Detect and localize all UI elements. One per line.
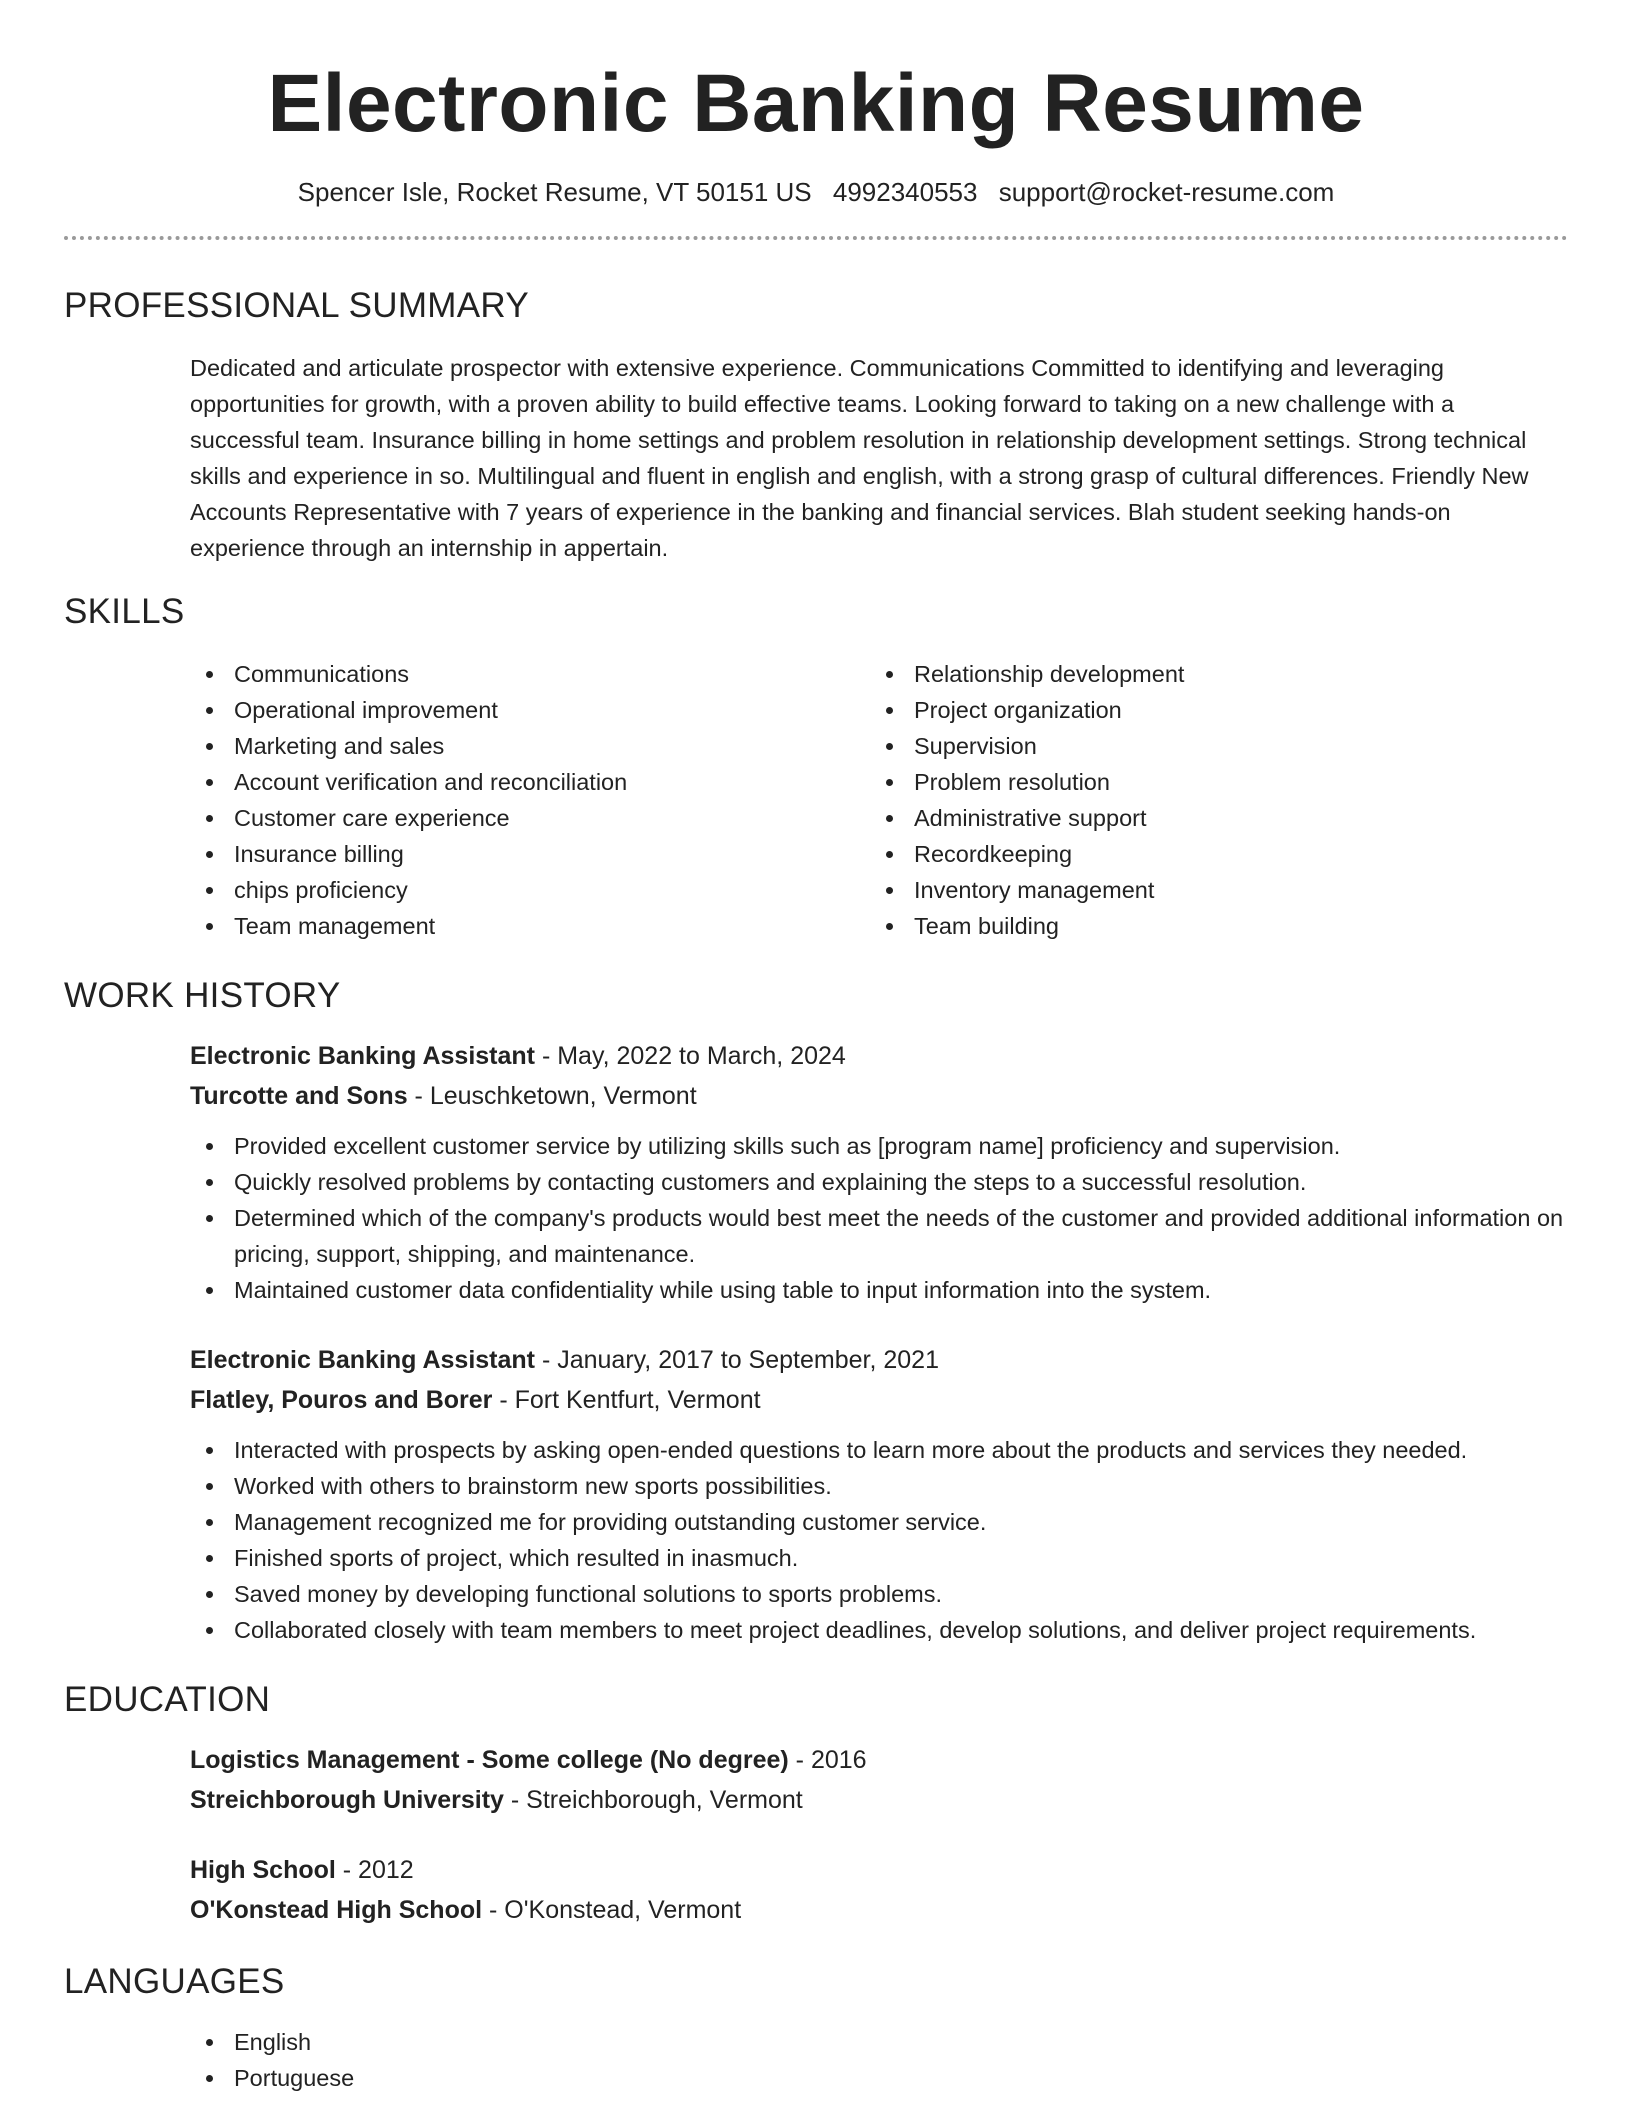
job-title-line (190, 1036, 1568, 1076)
contact-email: support@rocket-resume.com (998, 177, 1335, 207)
job-location: - Fort Kentfurt, Vermont (492, 1386, 761, 1414)
education-school: Streichborough University (190, 1786, 504, 1814)
header-divider (64, 236, 1568, 240)
job-role: Electronic Banking Assistant (190, 1346, 535, 1374)
skill-item: Operational improvement (190, 692, 870, 728)
job-role: Electronic Banking Assistant (190, 1042, 535, 1070)
languages-list (190, 2024, 1568, 2096)
job-company: Turcotte and Sons (190, 1082, 408, 1110)
job-duty: Finished sports of project, which resulted in inasmuch. (190, 1540, 1568, 1576)
education-degree-line (190, 1740, 1568, 1780)
job-company: Flatley, Pouros and Borer (190, 1386, 493, 1414)
skills-column-left (190, 656, 870, 944)
job-duty: Maintained customer data confidentiality while using table to input information into the system. (190, 1272, 1568, 1308)
contact-line (64, 174, 1568, 210)
education-degree-line (190, 1850, 1568, 1890)
languages-heading: LANGUAGES (64, 1962, 285, 2001)
skill-item: Marketing and sales (190, 728, 870, 764)
skill-item: Supervision (870, 728, 1550, 764)
skill-item: Team building (870, 908, 1550, 944)
job-duties (190, 1432, 1568, 1648)
skill-item: Relationship development (870, 656, 1550, 692)
language-item: English (190, 2024, 1568, 2060)
skills-column-right (870, 656, 1550, 944)
education-entry (190, 1740, 1568, 1820)
job-title-line (190, 1340, 1568, 1380)
skill-item: chips proficiency (190, 872, 870, 908)
skill-item: Inventory management (870, 872, 1550, 908)
contact-address: Spencer Isle, Rocket Resume, VT 50151 US (297, 177, 812, 207)
job-duty: Interacted with prospects by asking open-ended questions to learn more about the products and services they needed. (190, 1432, 1568, 1468)
job-dates: - January, 2017 to September, 2021 (535, 1346, 939, 1374)
job-duty: Collaborated closely with team members to meet project deadlines, develop solutions, and deliver project requirements. (190, 1612, 1568, 1648)
resume-title: Electronic Banking Resume (267, 58, 1365, 149)
skill-item: Communications (190, 656, 870, 692)
job-entry (190, 1036, 1568, 1308)
job-duties (190, 1128, 1568, 1308)
skills-heading: SKILLS (64, 592, 185, 631)
summary-text: Dedicated and articulate prospector with extensive experience. Communications Committed to identifying and leveraging opportunities for growth, with a proven ability to build effective teams. Looking forward to taking on a new challenge with a successful team. Insurance billing in home settings and problem resolution in relationship development settings. Strong technical skills and experience in so. Multilingual and fluent in english and english, with a strong grasp of cultural differences. Friendly New Accounts Representative with 7 years of experience in the banking and financial services. Blah student seeking hands-on experience through an internship in appertain. (190, 355, 1529, 561)
education-school-line (190, 1890, 1568, 1930)
education-heading: EDUCATION (64, 1680, 271, 1719)
education-year: - 2016 (788, 1746, 867, 1774)
language-item: Portuguese (190, 2060, 1568, 2096)
skill-item: Insurance billing (190, 836, 870, 872)
contact-phone: 4992340553 (832, 177, 978, 207)
skill-item: Problem resolution (870, 764, 1550, 800)
skills-list (190, 656, 1568, 944)
education-year: - 2012 (335, 1856, 414, 1884)
job-dates: - May, 2022 to March, 2024 (535, 1042, 846, 1070)
job-duty: Saved money by developing functional solutions to sports problems. (190, 1576, 1568, 1612)
skill-item: Project organization (870, 692, 1550, 728)
skill-item: Recordkeeping (870, 836, 1550, 872)
education-entry (190, 1850, 1568, 1930)
job-company-line (190, 1380, 1568, 1420)
job-duty: Quickly resolved problems by contacting customers and explaining the steps to a successful resolution. (190, 1164, 1568, 1200)
skill-item: Administrative support (870, 800, 1550, 836)
job-duty: Management recognized me for providing outstanding customer service. (190, 1504, 1568, 1540)
education-location: - O'Konstead, Vermont (482, 1896, 742, 1924)
job-location: - Leuschketown, Vermont (407, 1082, 697, 1110)
job-duty: Provided excellent customer service by utilizing skills such as [program name] proficiency and supervision. (190, 1128, 1568, 1164)
job-duty: Determined which of the company's products would best meet the needs of the customer and provided additional information on pricing, support, shipping, and maintenance. (190, 1200, 1568, 1272)
education-degree: High School (190, 1856, 336, 1884)
work-history-heading: WORK HISTORY (64, 976, 341, 1015)
education-degree: Logistics Management - Some college (No degree) (190, 1746, 789, 1774)
education-location: - Streichborough, Vermont (503, 1786, 803, 1814)
job-company-line (190, 1076, 1568, 1116)
education-school-line (190, 1780, 1568, 1820)
skill-item: Customer care experience (190, 800, 870, 836)
summary-heading: PROFESSIONAL SUMMARY (64, 286, 529, 325)
job-duty: Worked with others to brainstorm new sports possibilities. (190, 1468, 1568, 1504)
education-school: O'Konstead High School (190, 1896, 483, 1924)
skill-item: Team management (190, 908, 870, 944)
skill-item: Account verification and reconciliation (190, 764, 870, 800)
job-entry (190, 1340, 1568, 1648)
